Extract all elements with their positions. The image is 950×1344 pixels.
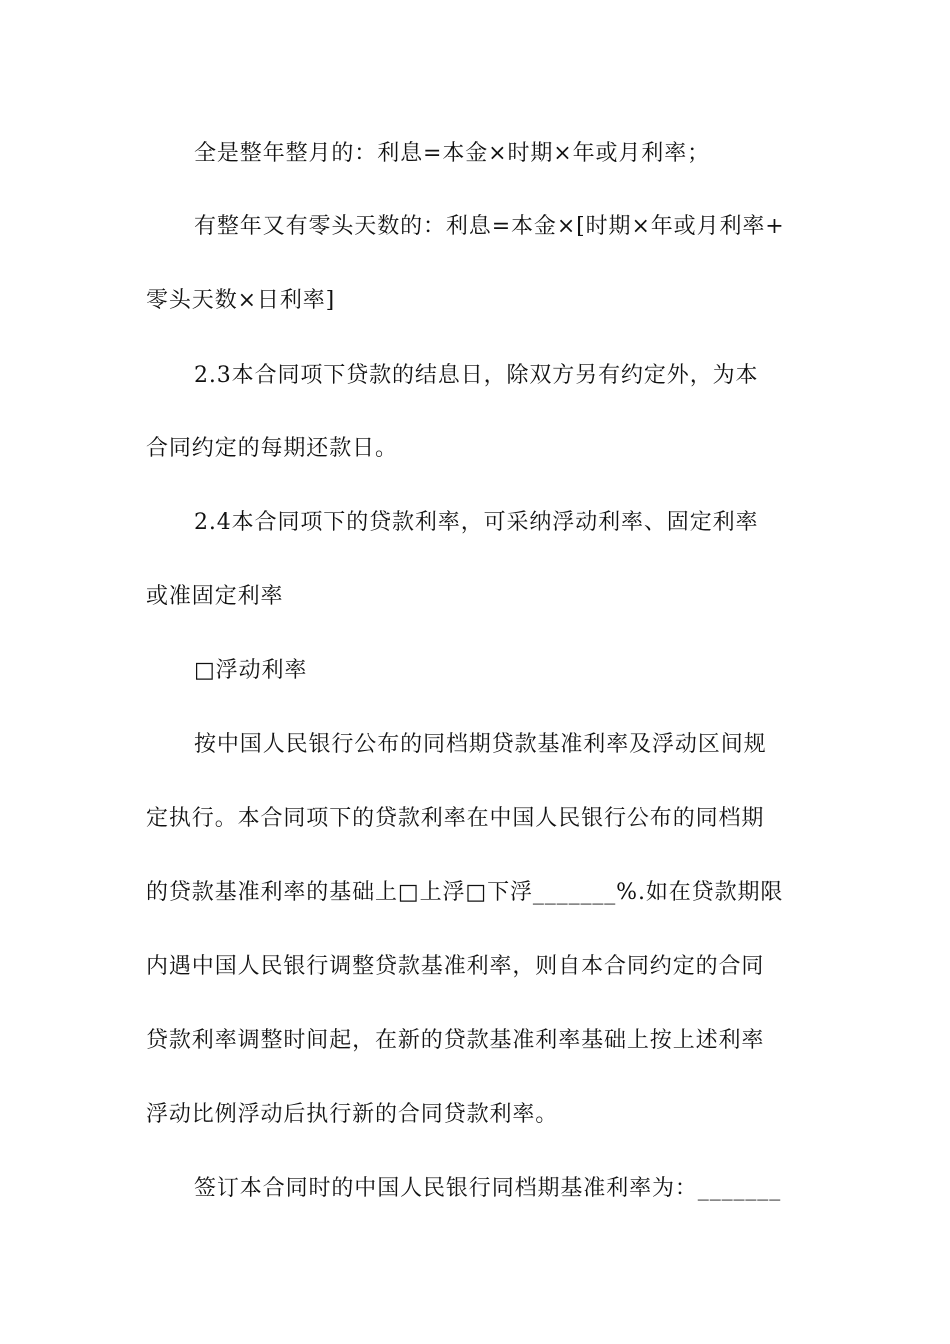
text-line-execution: 定执行。本合同项下的贷款利率在中国人民银行公布的同档期 [146,806,765,831]
text-line-floating-option: □浮动利率 [194,658,308,683]
text-line-repayment-date: 合同约定的每期还款日。 [146,436,398,461]
text-line-mixed-interest: 有整年又有零头天数的：利息=本金×[时期×年或月利率+ [194,214,785,239]
text-line-float-blank: 的贷款基准利率的基础上□上浮□下浮_______%.如在贷款期限 [146,880,784,905]
text-line-benchmark: 按中国人民银行公布的同档期贷款基准利率及浮动区间规 [194,732,767,757]
text-line-daily-rate: 零头天数×日利率] [146,288,336,313]
text-line-fixed-rate: 或准固定利率 [146,584,284,609]
text-line-clause-2-4: 2.4本合同项下的贷款利率，可采纳浮动利率、固定利率 [194,510,759,535]
text-line-contract-base-rate: 签订本合同时的中国人民银行同档期基准利率为：_______ [194,1176,782,1201]
text-line-adjustment-time: 贷款利率调整时间起，在新的贷款基准利率基础上按上述利率 [146,1028,765,1053]
text-line-full-year-interest: 全是整年整月的：利息=本金×时期×年或月利率； [194,141,711,166]
text-line-adjustment: 内遇中国人民银行调整贷款基准利率，则自本合同约定的合同 [146,954,765,979]
text-line-clause-2-3: 2.3本合同项下贷款的结息日，除双方另有约定外，为本 [194,363,759,388]
text-line-new-rate: 浮动比例浮动后执行新的合同贷款利率。 [146,1102,559,1127]
